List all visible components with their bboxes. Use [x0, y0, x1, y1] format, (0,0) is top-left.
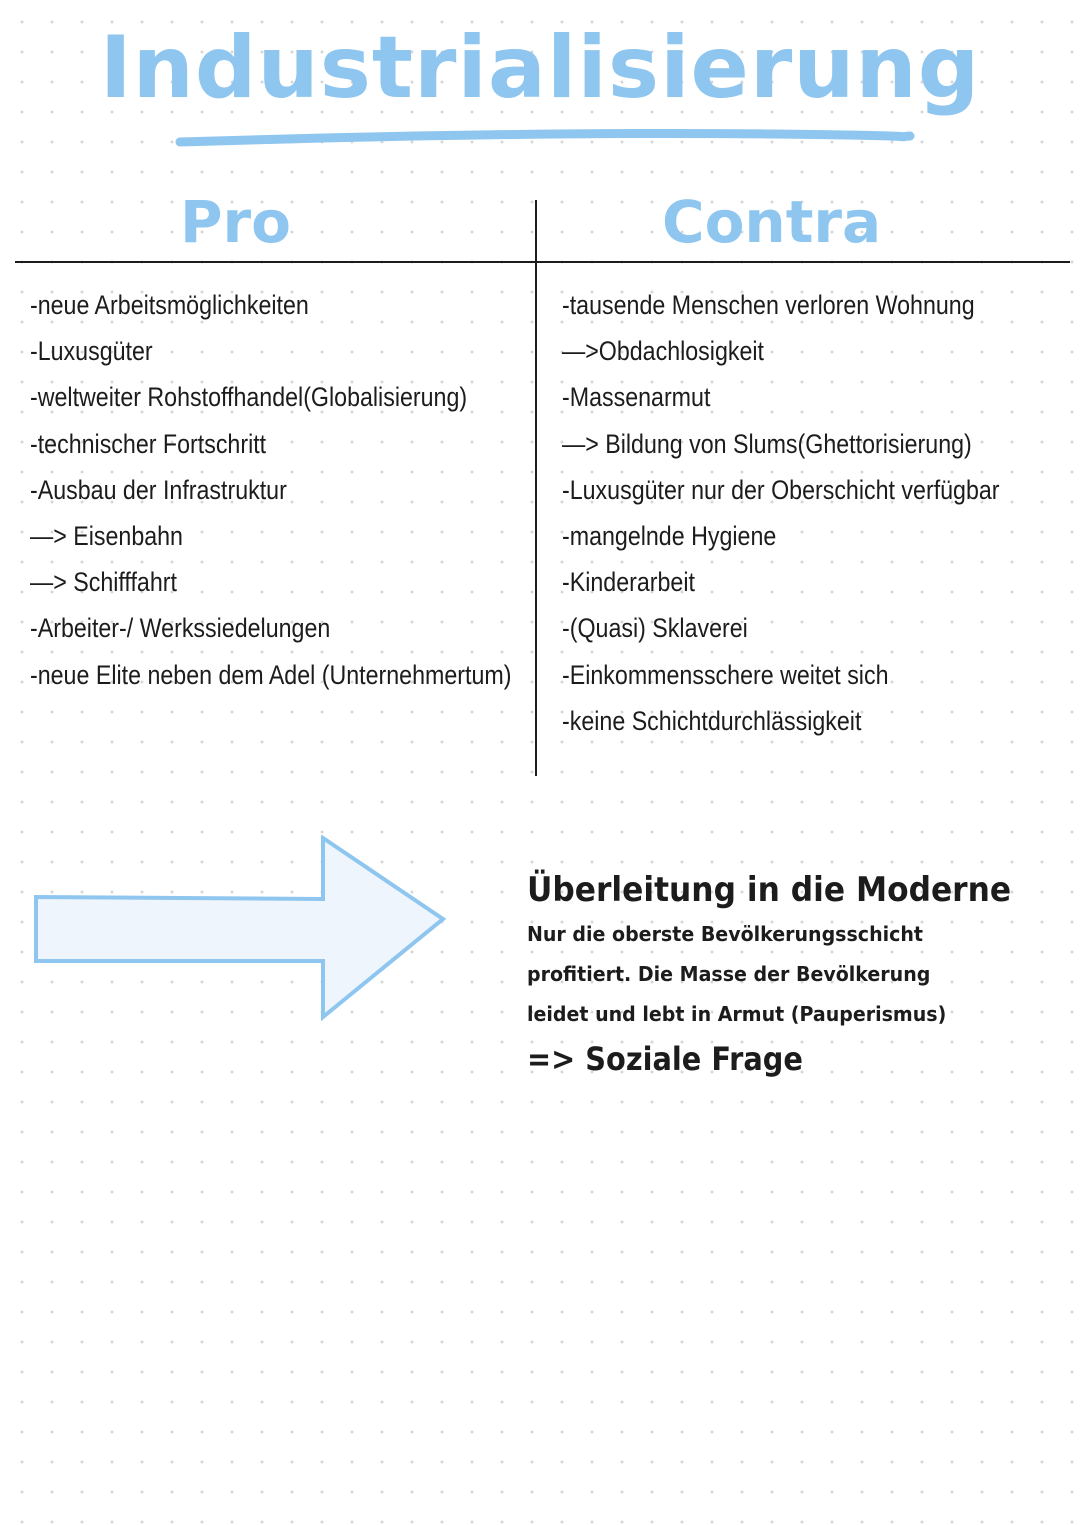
list-item: -Ausbau der Infrastruktur	[30, 474, 287, 505]
list-item: —>Obdachlosigkeit	[562, 336, 765, 367]
list-item: -neue Elite neben dem Adel (Unternehmertum)	[30, 659, 512, 690]
summary-body: Nur die oberste Bevölkerungsschicht profitiert. Die Masse der Bevölkerung leidet und lebt in Armut (Pauperismus)	[527, 922, 947, 1026]
list-item: -tausende Menschen verloren Wohnung	[562, 290, 975, 320]
pro-heading: Pro	[180, 188, 291, 256]
list-item: -mangelnde Hygiene	[562, 520, 777, 551]
list-item: -Einkommensschere weitet sich	[562, 659, 889, 690]
title-underline	[175, 124, 915, 164]
list-item: -Kinderarbeit	[562, 567, 695, 598]
arrow-right-icon	[33, 835, 448, 1025]
list-item: —> Bildung von Slums(Ghettorisierung)	[562, 428, 972, 459]
contra-list	[562, 282, 1071, 744]
summary-conclusion: => Soziale Frage	[527, 1040, 803, 1078]
list-item: -neue Arbeitsmöglichkeiten	[30, 290, 309, 320]
list-item: -weltweiter Rohstoffhandel(Globalisierung)	[30, 382, 468, 413]
contra-heading: Contra	[662, 188, 882, 256]
list-item: —> Schifffahrt	[30, 567, 177, 598]
summary-heading: Überleitung in die Moderne	[527, 870, 1012, 910]
list-item: -Massenarmut	[562, 382, 711, 413]
list-item: -keine Schichtdurchlässigkeit	[562, 705, 862, 736]
list-item: -(Quasi) Sklaverei	[562, 613, 748, 644]
summary-box	[527, 870, 1047, 1078]
list-item: -technischer Fortschritt	[30, 428, 267, 459]
page-title: Industrialisierung	[99, 18, 981, 118]
list-item: -Luxusgüter	[30, 336, 153, 367]
list-item: -Luxusgüter nur der Oberschicht verfügbar	[562, 474, 1000, 505]
pro-list	[30, 282, 590, 698]
list-item: -Arbeiter-/ Werkssiedelungen	[30, 613, 331, 644]
table-horizontal-divider	[15, 261, 1070, 263]
list-item: —> Eisenbahn	[30, 520, 183, 551]
